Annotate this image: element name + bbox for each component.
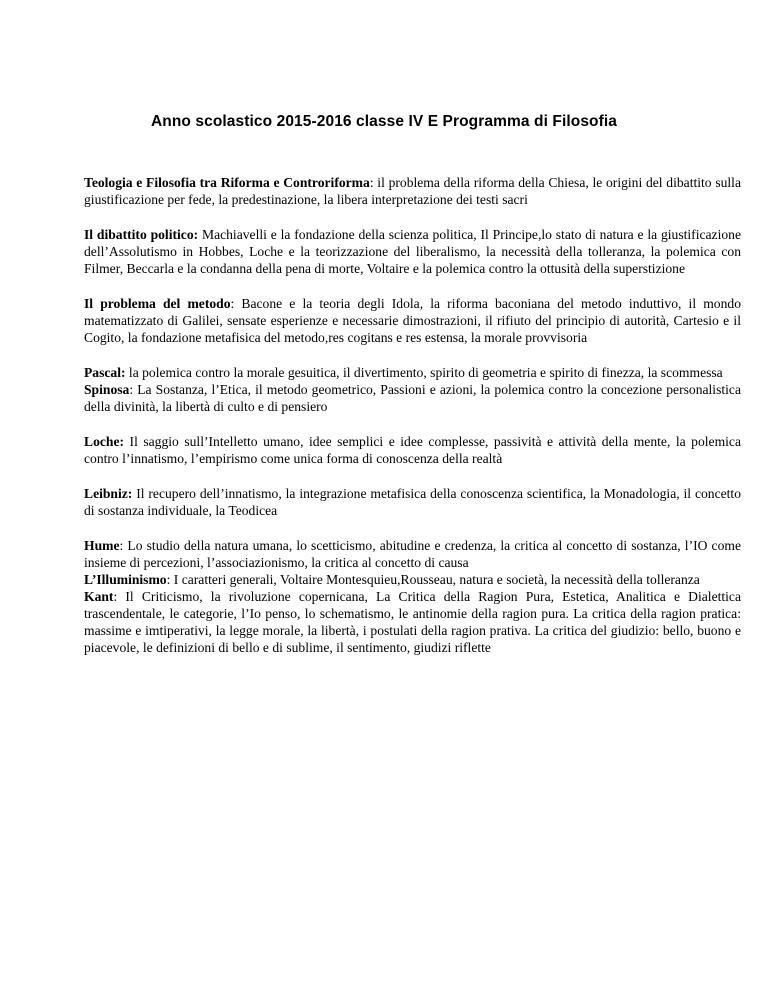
section-problema-metodo (84, 295, 741, 346)
section-text: Il recupero dell’innatismo, la integrazione metafisica della conoscenza scientifica, la Monadologia, il concetto di sostanza individuale, la Teodicea (84, 486, 741, 518)
section-loche (84, 433, 741, 467)
section-illuminismo (84, 571, 741, 588)
section-pascal (84, 364, 741, 381)
section-text: Machiavelli e la fondazione della scienza politica, Il Principe,lo stato di natura e la giustificazione dell’Assolutismo in Hobbes, Loche e la teorizzazione del liberalismo, la necessità della tolleranza, la polemica con Filmer, Beccarla e la condanna della pena di morte, Voltaire e la polemica contro la ottusità della superstizione (84, 227, 741, 276)
section-label: Leibniz: (84, 486, 133, 501)
section-leibniz (84, 485, 741, 519)
section-text: la polemica contro la morale gesuitica, il divertimento, spirito di geometria e spirito di finezza, la scommessa (125, 365, 723, 380)
section-spinosa (84, 381, 741, 415)
section-label: Loche: (84, 434, 125, 449)
section-text: : La Sostanza, l’Etica, il metodo geometrico, Passioni e azioni, la polemica contro la concezione personalistica della divinità, la libertà di culto e di pensiero (84, 382, 741, 414)
section-label: L’Illuminismo (84, 572, 167, 587)
section-text: : Bacone e la teoria degli Idola, la riforma baconiana del metodo induttivo, il mondo matematizzato di Galilei, sensate esperienze e necessarie dimostrazioni, il rifiuto del principio di autorità, Cartesio e il Cogito, la fondazione metafisica del metodo,res cogitans e res estensa, la morale provvisoria (84, 296, 741, 345)
section-label: Teologia e Filosofia tra Riforma e Controriforma (84, 175, 370, 190)
section-hume (84, 537, 741, 571)
section-dibattito-politico (84, 226, 741, 277)
section-label: Hume (84, 538, 120, 553)
section-label: Kant (84, 589, 114, 604)
section-label: Il dibattito politico: (84, 227, 199, 242)
section-label: Pascal: (84, 365, 126, 380)
section-text: : Il Criticismo, la rivoluzione copernicana, La Critica della Ragion Pura, Estetica, Analitica e Dialettica trascendentale, le categorie, l’Io penso, lo schematismo, le antinomie della ragion pura. La critica della ragion pratica: massime e imtiperativi, la legge morale, la libertà, i postulati della ragion prativa. La critica del giudizio: bello, buono e piacevole, le definizioni di bello e di sublime, il sentimento, giudizi riflette (84, 589, 741, 655)
program-content (84, 174, 741, 656)
section-kant (84, 588, 741, 656)
section-text: : I caratteri generali, Voltaire Montesquieu,Rousseau, natura e società, la necessità della tolleranza (166, 572, 700, 587)
section-text: : Lo studio della natura umana, lo scetticismo, abitudine e credenza, la critica al concetto di sostanza, l’IO come insieme di percezioni, l’associazionismo, la critica al concetto di causa (84, 538, 741, 570)
section-text: Il saggio sull’Intelletto umano, idee semplici e idee complesse, passività e attività della mente, la polemica contro l’innatismo, l’empirismo come unica forma di conoscenza della realtà (84, 434, 741, 466)
section-label: Il problema del metodo (84, 296, 231, 311)
section-teologia (84, 174, 741, 208)
section-text: : il problema della riforma della Chiesa, le origini del dibattito sulla giustificazione per fede, la predestinazione, la libera interpretazione dei testi sacri (84, 175, 741, 207)
section-label: Spinosa (84, 382, 130, 397)
page-title: Anno scolastico 2015-2016 classe IV E Programma di Filosofia (150, 113, 618, 130)
